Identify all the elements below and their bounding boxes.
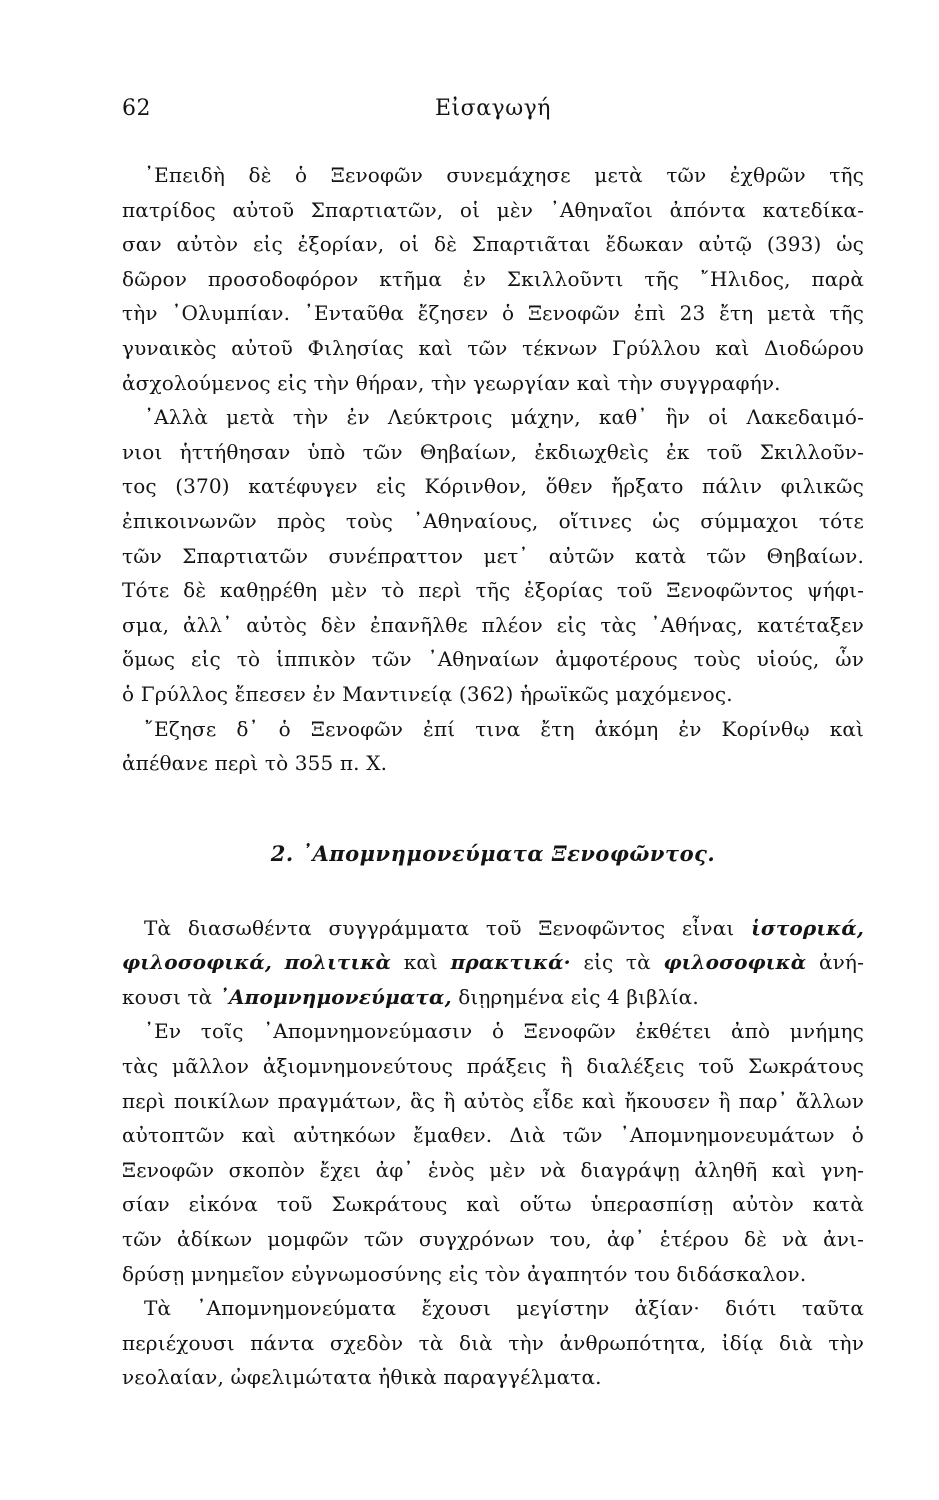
text-line: τος (370) κατέφυγεν εἰς Κόρινθον, ὅθεν ἤρξατο πάλιν φιλικῶς xyxy=(122,474,864,499)
text-line: δρύσῃ μνημεῖον εὐγνωμοσύνης εἰς τὸν ἀγαπητόν του διδάσκαλον. xyxy=(122,1261,807,1286)
emphasis-run: ἱστορικά, xyxy=(751,915,864,940)
emphasis-run: φιλοσοφικὰ xyxy=(663,950,807,975)
text-line: Τότε δὲ καθῃρέθη μὲν τὸ περὶ τῆς ἐξορίας τοῦ Ξενοφῶντος ψήφι- xyxy=(122,578,864,603)
running-head xyxy=(122,96,864,132)
text-line: αὐτοπτῶν καὶ αὐτηκόων ἔμαθεν. Διὰ τῶν ᾿Απομνημονευμάτων ὁ xyxy=(122,1123,864,1148)
text-line: περιέχουσι πάντα σχεδὸν τὰ διὰ τὴν ἀνθρωπότητα, ἰδίᾳ διὰ τὴν xyxy=(122,1330,864,1355)
text-line: τῶν ἀδίκων μομφῶν τῶν συγχρόνων του, ἀφ᾿ ἑτέρου δὲ νὰ ἀνι- xyxy=(122,1227,864,1252)
text-line xyxy=(122,945,864,980)
text-line: πατρίδος αὐτοῦ Σπαρτιατῶν, οἱ μὲν ᾿Αθηναῖοι ἀπόντα κατεδίκα- xyxy=(122,197,864,222)
text-line: σαν αὐτὸν εἰς ἐξορίαν, οἱ δὲ Σπαρτιᾶται ἔδωκαν αὐτῷ (393) ὡς xyxy=(122,232,864,257)
text-line: περὶ ποικίλων πραγμάτων, ἃς ἢ αὐτὸς εἶδε καὶ ἤκουσεν ἢ παρ᾿ ἄλλων xyxy=(122,1088,864,1113)
text-line: ᾿Εν τοῖς ᾿Απομνημονεύμασιν ὁ Ξενοφῶν ἐκθέτει ἀπὸ μνήμης xyxy=(144,1019,864,1044)
emphasis-run: πολιτικὰ xyxy=(284,950,392,975)
text-line: ὅμως εἰς τὸ ἱππικὸν τῶν ᾿Αθηναίων ἀμφοτέρους τοὺς υἱούς, ὧν xyxy=(122,647,864,672)
text-line: νιοι ἡττήθησαν ὑπὸ τῶν Θηβαίων, ἐκδιωχθεὶς ἐκ τοῦ Σκιλλοῦν- xyxy=(122,439,864,464)
text-line: τῶν Σπαρτιατῶν συνέπραττον μετ᾿ αὐτῶν κατὰ τῶν Θηβαίων. xyxy=(122,543,864,568)
running-title: Εἰσαγωγή xyxy=(435,96,551,121)
text-line: τὰς μᾶλλον ἀξιομνημονεύτους πράξεις ἢ διαλέξεις τοῦ Σωκράτους xyxy=(122,1054,864,1079)
text-line: γυναικὸς αὐτοῦ Φιλησίας καὶ τῶν τέκνων Γρύλλου καὶ Διοδώρου xyxy=(122,335,864,360)
book-page xyxy=(122,96,864,1395)
text-line: Τὰ ᾿Απομνημονεύματα ἔχουσι μεγίστην ἀξίαν· διότι ταῦτα xyxy=(144,1296,864,1321)
section-1-text xyxy=(122,158,864,781)
section-heading xyxy=(122,837,864,871)
emphasis-run: ᾿Απομνημονεύματα, xyxy=(218,984,452,1009)
page-number: 62 xyxy=(122,96,151,121)
text-run: ἀνή- xyxy=(818,950,864,975)
text-line: τὴν ᾿Ολυμπίαν. ᾿Ενταῦθα ἔζησεν ὁ Ξενοφῶν ἐπὶ 23 ἔτη μετὰ τῆς xyxy=(122,301,864,326)
emphasis-run: πρακτικά· xyxy=(450,950,571,975)
text-run: εἰς τὰ xyxy=(583,950,651,975)
text-line: νεολαίαν, ὠφελιμώτατα ἠθικὰ παραγγέλματα. xyxy=(122,1365,602,1390)
section-number: 2. xyxy=(270,840,294,866)
text-line: Ξενοφῶν σκοπὸν ἔχει ἀφ᾿ ἑνὸς μὲν νὰ διαγράψῃ ἀληθῆ καὶ γνη- xyxy=(122,1157,864,1182)
text-line: σμα, ἀλλ᾿ αὐτὸς δὲν ἐπανῆλθε πλέον εἰς τὰς ᾿Αθήνας, κατέταξεν xyxy=(122,612,864,637)
text-line: ἀσχολούμενος εἰς τὴν θήραν, τὴν γεωργίαν καὶ τὴν συγγραφήν. xyxy=(122,370,781,395)
text-run: διῃρημένα εἰς 4 βιβλία. xyxy=(458,984,699,1009)
text-line: ᾿Αλλὰ μετὰ τὴν ἐν Λεύκτροις μάχην, καθ᾿ ἣν οἱ Λακεδαιμό- xyxy=(144,405,864,430)
text-run: καὶ xyxy=(403,950,438,975)
text-line: ὁ Γρύλλος ἔπεσεν ἐν Μαντινείᾳ (362) ἡρωϊκῶς μαχόμενος. xyxy=(122,681,733,706)
emphasis-run: φιλοσοφικά, xyxy=(122,950,272,975)
text-line: ἐπικοινωνῶν πρὸς τοὺς ᾿Αθηναίους, οἵτινες ὡς σύμμαχοι τότε xyxy=(122,508,864,533)
section-2-text xyxy=(122,911,864,1395)
text-line: ῎Εζησε δ᾿ ὁ Ξενοφῶν ἐπί τινα ἔτη ἀκόμη ἐν Κορίνθῳ καὶ xyxy=(144,716,864,741)
section-title: ᾿Απομνημονεύματα Ξενοφῶντος. xyxy=(301,840,716,866)
text-line xyxy=(122,980,864,1015)
text-line xyxy=(122,911,864,946)
text-run: Τὰ διασωθέντα συγγράμματα τοῦ Ξενοφῶντος εἶναι xyxy=(144,915,735,940)
text-run: κουσι τὰ xyxy=(122,984,213,1009)
text-line: ᾿Επειδὴ δὲ ὁ Ξενοφῶν συνεμάχησε μετὰ τῶν ἐχθρῶν τῆς xyxy=(144,163,864,187)
text-line: σίαν εἰκόνα τοῦ Σωκράτους καὶ οὕτω ὑπερασπίσῃ αὐτὸν κατὰ xyxy=(122,1192,864,1217)
text-line: δῶρον προσοδοφόρον κτῆμα ἐν Σκιλλοῦντι τῆς ῎Ηλιδος, παρὰ xyxy=(122,266,864,291)
text-line: ἀπέθανε περὶ τὸ 355 π. Χ. xyxy=(122,751,388,776)
